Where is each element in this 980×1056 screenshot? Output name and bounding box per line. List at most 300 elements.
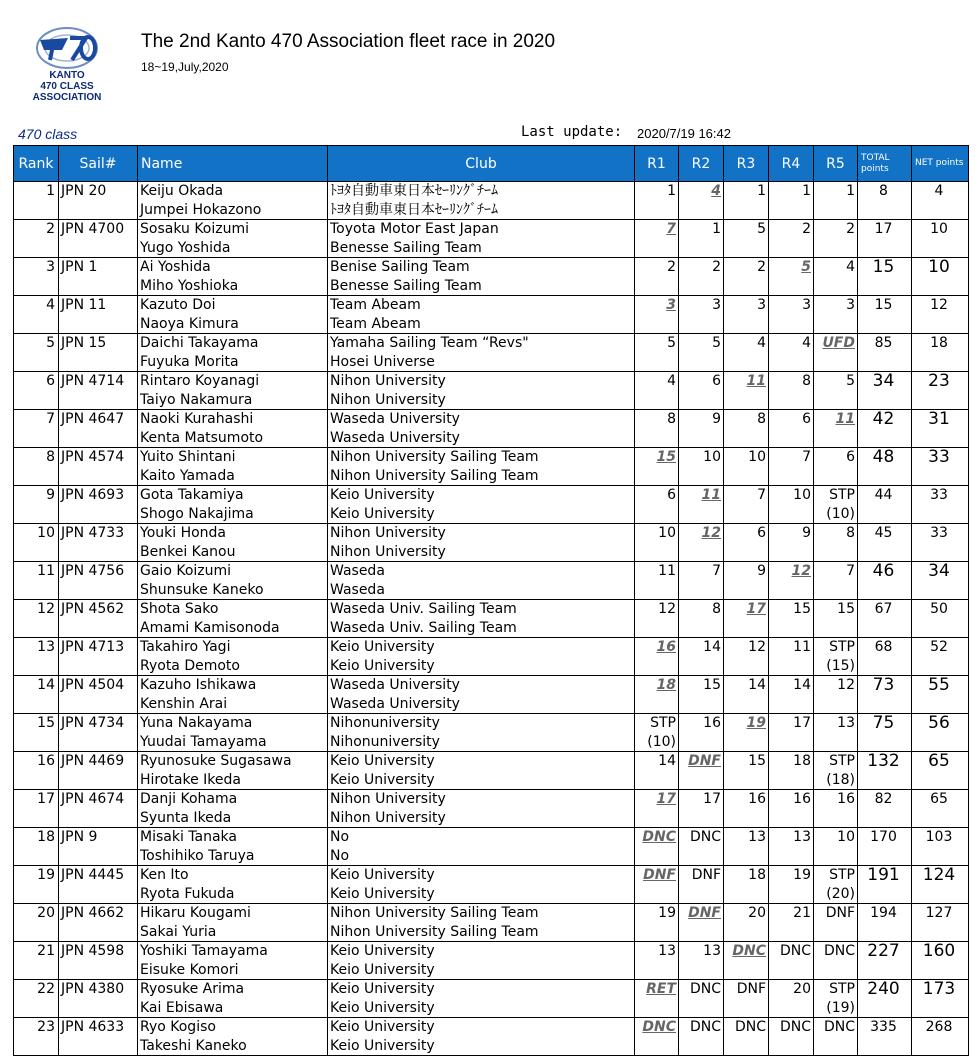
crew-name: Ryota Demoto	[140, 658, 240, 674]
race-cell-r2	[679, 980, 724, 1018]
crew-club: Waseda	[330, 582, 385, 598]
race-cell-r2	[679, 1018, 724, 1056]
race-score-points: (10)	[826, 506, 855, 522]
race-score: 8	[757, 411, 766, 427]
association-logo	[28, 26, 106, 102]
crew-club: Nihon University Sailing Team	[330, 468, 539, 484]
race-score: DNC	[689, 1019, 721, 1035]
race-score: 1	[802, 183, 811, 199]
skipper-name: Kazuho Ishikawa	[140, 677, 257, 693]
net-points: 127	[925, 905, 953, 921]
crew-name: Kenta Matsumoto	[140, 430, 264, 446]
name-cell	[138, 448, 328, 486]
club-cell	[328, 220, 635, 258]
race-cell-r4	[769, 1018, 814, 1056]
name-cell	[138, 904, 328, 942]
total-points: 68	[874, 639, 893, 655]
race-cell-r1	[635, 486, 679, 524]
race-score-points: (15)	[826, 658, 855, 674]
header-rank: Rank	[14, 146, 59, 182]
race-cell-r5	[814, 448, 858, 486]
race-score: DNC	[823, 1019, 855, 1035]
race-cell-r3	[724, 410, 769, 448]
skipper-name: Ryosuke Arima	[140, 981, 245, 997]
race-score: 20	[748, 905, 766, 921]
race-score: 11	[793, 639, 811, 655]
race-cell-r5	[814, 866, 858, 904]
race-score: 4	[846, 259, 855, 275]
table-row	[14, 638, 969, 676]
skipper-name: Yuito Shintani	[140, 449, 236, 465]
club-cell	[328, 524, 635, 562]
crew-name: Sakai Yuria	[140, 924, 217, 940]
total-cell	[858, 638, 912, 676]
total-cell	[858, 942, 912, 980]
rank-value: 19	[37, 867, 55, 883]
race-cell-r4	[769, 942, 814, 980]
net-cell	[912, 524, 969, 562]
race-cell-r1	[635, 980, 679, 1018]
race-score: 16	[748, 791, 766, 807]
race-score: 4	[757, 335, 766, 351]
race-cell-r3	[724, 1018, 769, 1056]
table-row	[14, 372, 969, 410]
race-cell-r1	[635, 524, 679, 562]
net-cell	[912, 714, 969, 752]
rank-cell	[14, 600, 59, 638]
skipper-club: Keio University	[330, 639, 435, 655]
results-table	[13, 145, 969, 1056]
rank-value: 12	[37, 601, 55, 617]
net-cell	[912, 904, 969, 942]
race-cell-r2	[679, 182, 724, 220]
race-cell-r5	[814, 1018, 858, 1056]
rank-value: 9	[46, 487, 55, 503]
race-score: 5	[846, 373, 855, 389]
club-cell	[328, 486, 635, 524]
club-cell	[328, 714, 635, 752]
crew-club: Benesse Sailing Team	[330, 240, 482, 256]
club-cell	[328, 296, 635, 334]
crew-name: Takeshi Kaneko	[140, 1038, 247, 1054]
total-cell	[858, 410, 912, 448]
race-cell-r3	[724, 714, 769, 752]
page-title: The 2nd Kanto 470 Association fleet race in 2020	[141, 31, 556, 52]
header-r1: R1	[635, 146, 679, 182]
header-row	[14, 146, 969, 182]
sail-cell	[59, 1018, 138, 1056]
race-score: 13	[748, 829, 766, 845]
rank-cell	[14, 296, 59, 334]
race-cell-r5	[814, 980, 858, 1018]
race-score: DNC	[642, 829, 676, 845]
sail-number: JPN 4700	[61, 221, 125, 237]
race-score: 9	[802, 525, 811, 541]
race-score: 1	[667, 183, 676, 199]
rank-value: 15	[37, 715, 55, 731]
race-score: 6	[667, 487, 676, 503]
race-score: 12	[658, 601, 676, 617]
sail-cell	[59, 980, 138, 1018]
club-cell	[328, 676, 635, 714]
race-cell-r1	[635, 676, 679, 714]
race-cell-r2	[679, 258, 724, 296]
race-cell-r1	[635, 904, 679, 942]
net-cell	[912, 1018, 969, 1056]
race-score: 11	[658, 563, 676, 579]
name-cell	[138, 1018, 328, 1056]
race-cell-r4	[769, 486, 814, 524]
race-cell-r5	[814, 676, 858, 714]
race-cell-r4	[769, 562, 814, 600]
total-cell	[858, 524, 912, 562]
race-score: 3	[846, 297, 855, 313]
skipper-club: Waseda	[330, 563, 385, 579]
table-row	[14, 828, 969, 866]
race-cell-r3	[724, 790, 769, 828]
net-points: 160	[922, 941, 956, 961]
total-cell	[858, 676, 912, 714]
total-points: 227	[867, 941, 900, 961]
race-cell-r4	[769, 600, 814, 638]
race-cell-r4	[769, 828, 814, 866]
race-score: 12	[748, 639, 766, 655]
race-cell-r2	[679, 676, 724, 714]
race-score: 6	[802, 411, 811, 427]
rank-value: 10	[37, 525, 55, 541]
net-cell	[912, 600, 969, 638]
total-cell	[858, 258, 912, 296]
name-cell	[138, 182, 328, 220]
race-score: 10	[837, 829, 855, 845]
race-score: 3	[712, 297, 721, 313]
total-points: 191	[867, 865, 900, 885]
club-cell	[328, 182, 635, 220]
net-cell	[912, 410, 969, 448]
sail-cell	[59, 752, 138, 790]
rank-cell	[14, 372, 59, 410]
name-cell	[138, 942, 328, 980]
club-cell	[328, 790, 635, 828]
total-cell	[858, 904, 912, 942]
logo-line-3: ASSOCIATION	[32, 92, 102, 103]
sail-cell	[59, 410, 138, 448]
sail-cell	[59, 828, 138, 866]
sail-number: JPN 4633	[61, 1019, 125, 1035]
sail-number: JPN 9	[61, 829, 98, 845]
net-cell	[912, 296, 969, 334]
sail-cell	[59, 638, 138, 676]
table-row	[14, 904, 969, 942]
race-cell-r4	[769, 258, 814, 296]
skipper-name: Yuna Nakayama	[140, 715, 253, 731]
club-cell	[328, 1018, 635, 1056]
net-points: 55	[928, 675, 950, 695]
race-score: DNF	[688, 905, 721, 921]
club-cell	[328, 980, 635, 1018]
race-cell-r4	[769, 524, 814, 562]
name-cell	[138, 220, 328, 258]
race-score: 2	[846, 221, 855, 237]
race-score: 7	[757, 487, 766, 503]
rank-value: 23	[37, 1019, 55, 1035]
race-cell-r5	[814, 182, 858, 220]
race-score: 5	[667, 335, 676, 351]
net-cell	[912, 638, 969, 676]
race-score: 2	[667, 259, 676, 275]
rank-cell	[14, 942, 59, 980]
race-cell-r1	[635, 296, 679, 334]
skipper-club: Nihon University	[330, 373, 446, 389]
race-score: DNF	[691, 867, 721, 883]
crew-club: No	[330, 848, 350, 864]
sail-number: JPN 4562	[61, 601, 125, 617]
sail-cell	[59, 714, 138, 752]
rank-value: 4	[46, 297, 55, 313]
race-cell-r5	[814, 410, 858, 448]
total-cell	[858, 220, 912, 258]
race-cell-r2	[679, 562, 724, 600]
rank-cell	[14, 448, 59, 486]
race-cell-r3	[724, 676, 769, 714]
club-cell	[328, 258, 635, 296]
race-score: 7	[712, 563, 721, 579]
club-cell	[328, 828, 635, 866]
race-cell-r5	[814, 904, 858, 942]
net-cell	[912, 676, 969, 714]
net-cell	[912, 790, 969, 828]
skipper-club: Nihon University Sailing Team	[330, 905, 539, 921]
name-cell	[138, 410, 328, 448]
rank-cell	[14, 714, 59, 752]
net-cell	[912, 866, 969, 904]
race-cell-r5	[814, 714, 858, 752]
total-points: 48	[872, 447, 895, 467]
club-cell	[328, 334, 635, 372]
name-cell	[138, 258, 328, 296]
race-cell-r3	[724, 182, 769, 220]
race-cell-r2	[679, 790, 724, 828]
rank-value: 11	[37, 563, 55, 579]
race-cell-r4	[769, 220, 814, 258]
race-cell-r4	[769, 866, 814, 904]
sail-cell	[59, 866, 138, 904]
crew-club: Keio University	[330, 772, 435, 788]
race-score: 15	[656, 449, 676, 465]
total-points: 132	[867, 751, 900, 771]
skipper-name: Youki Honda	[140, 525, 227, 541]
net-points: 56	[928, 713, 950, 733]
net-cell	[912, 258, 969, 296]
race-cell-r4	[769, 676, 814, 714]
sail-number: JPN 4714	[61, 373, 125, 389]
crew-name: Kenshin Arai	[140, 696, 228, 712]
net-cell	[912, 562, 969, 600]
header-club: Club	[328, 146, 635, 182]
club-cell	[328, 866, 635, 904]
race-score: 10	[793, 487, 811, 503]
sail-number: JPN 4380	[61, 981, 125, 997]
race-score: 19	[746, 715, 766, 731]
net-points: 12	[930, 297, 948, 313]
rank-cell	[14, 676, 59, 714]
sail-number: JPN 4734	[61, 715, 125, 731]
crew-club: Keio University	[330, 506, 435, 522]
crew-club: Nihon University	[330, 392, 446, 408]
sail-number: JPN 11	[61, 297, 107, 313]
skipper-club: Nihonuniversity	[330, 715, 440, 731]
name-cell	[138, 638, 328, 676]
skipper-name: Rintaro Koyanagi	[140, 373, 260, 389]
total-points: 82	[874, 791, 893, 807]
crew-club: Keio University	[330, 886, 435, 902]
race-cell-r1	[635, 828, 679, 866]
crew-club: Keio University	[330, 962, 435, 978]
race-score: DNF	[825, 905, 855, 921]
rank-cell	[14, 828, 59, 866]
total-cell	[858, 296, 912, 334]
sail-cell	[59, 942, 138, 980]
rank-value: 6	[46, 373, 55, 389]
sail-number: JPN 4674	[61, 791, 125, 807]
total-points: 34	[872, 371, 895, 391]
race-score: 18	[656, 677, 676, 693]
header-total: TOTAL points	[858, 146, 912, 182]
race-cell-r2	[679, 372, 724, 410]
net-cell	[912, 942, 969, 980]
rank-value: 8	[46, 449, 55, 465]
sail-number: JPN 15	[61, 335, 107, 351]
net-cell	[912, 980, 969, 1018]
name-cell	[138, 334, 328, 372]
net-points: 65	[930, 791, 948, 807]
race-cell-r1	[635, 866, 679, 904]
sail-cell	[59, 220, 138, 258]
skipper-name: Keiju Okada	[140, 183, 224, 199]
skipper-club: Yamaha Sailing Team “Revs"	[330, 335, 529, 351]
race-cell-r5	[814, 524, 858, 562]
club-cell	[328, 904, 635, 942]
total-points: 15	[874, 297, 893, 313]
race-score: 16	[837, 791, 855, 807]
total-cell	[858, 1018, 912, 1056]
race-cell-r2	[679, 524, 724, 562]
race-score: 8	[846, 525, 855, 541]
name-cell	[138, 486, 328, 524]
table-row	[14, 182, 969, 220]
crew-club: Keio University	[330, 658, 435, 674]
race-cell-r5	[814, 486, 858, 524]
net-points: 52	[930, 639, 948, 655]
race-score: 6	[712, 373, 721, 389]
net-points: 33	[928, 447, 950, 467]
skipper-club: Waseda Univ. Sailing Team	[330, 601, 517, 617]
race-score: 13	[793, 829, 811, 845]
header-name: Name	[138, 146, 328, 182]
name-cell	[138, 372, 328, 410]
race-cell-r5	[814, 790, 858, 828]
race-cell-r3	[724, 904, 769, 942]
race-score: 2	[802, 221, 811, 237]
race-score: 14	[658, 753, 676, 769]
race-cell-r2	[679, 942, 724, 980]
race-score: DNC	[689, 981, 721, 997]
table-row	[14, 258, 969, 296]
net-points: 268	[925, 1019, 953, 1035]
net-cell	[912, 220, 969, 258]
race-cell-r5	[814, 638, 858, 676]
results-body	[14, 182, 969, 1056]
race-score: 13	[703, 943, 721, 959]
race-score: 18	[748, 867, 766, 883]
rank-value: 13	[37, 639, 55, 655]
rank-cell	[14, 220, 59, 258]
sail-cell	[59, 524, 138, 562]
rank-value: 16	[37, 753, 55, 769]
club-cell	[328, 600, 635, 638]
skipper-name: Ryunosuke Sugasawa	[140, 753, 292, 769]
race-cell-r1	[635, 714, 679, 752]
race-score-code: STP	[650, 715, 676, 731]
skipper-name: Gaio Koizumi	[140, 563, 232, 579]
race-score: DNC	[734, 1019, 766, 1035]
race-score: 6	[757, 525, 766, 541]
table-row	[14, 714, 969, 752]
net-cell	[912, 334, 969, 372]
skipper-name: Ryo Kogiso	[140, 1019, 216, 1035]
race-cell-r1	[635, 1018, 679, 1056]
race-cell-r1	[635, 638, 679, 676]
race-cell-r5	[814, 562, 858, 600]
logo-line-1: KANTO	[49, 70, 85, 81]
event-dates: 18~19,July,2020	[141, 60, 229, 74]
crew-name: Amami Kamisonoda	[140, 620, 280, 636]
skipper-club: Nihon University	[330, 525, 446, 541]
sail-number: JPN 4598	[61, 943, 125, 959]
total-points: 17	[874, 221, 893, 237]
race-cell-r1	[635, 372, 679, 410]
race-score: 2	[712, 259, 721, 275]
race-cell-r1	[635, 942, 679, 980]
race-score: DNC	[689, 829, 721, 845]
crew-name: Miho Yoshioka	[140, 278, 239, 294]
net-points: 33	[930, 525, 948, 541]
skipper-name: Sosaku Koizumi	[140, 221, 250, 237]
race-score: 1	[712, 221, 721, 237]
total-points: 46	[872, 561, 895, 581]
rank-cell	[14, 524, 59, 562]
total-cell	[858, 486, 912, 524]
table-row	[14, 296, 969, 334]
crew-name: Hirotake Ikeda	[140, 772, 241, 788]
race-cell-r5	[814, 828, 858, 866]
race-cell-r1	[635, 258, 679, 296]
race-score: 10	[748, 449, 766, 465]
race-cell-r2	[679, 220, 724, 258]
skipper-name: Gota Takamiya	[140, 487, 244, 503]
race-score: 9	[712, 411, 721, 427]
rank-value: 20	[37, 905, 55, 921]
crew-name: Eisuke Komori	[140, 962, 239, 978]
race-score: 16	[656, 639, 676, 655]
race-cell-r2	[679, 752, 724, 790]
race-score: DNC	[779, 1019, 811, 1035]
race-cell-r1	[635, 410, 679, 448]
crew-name: Benkei Kanou	[140, 544, 236, 560]
name-cell	[138, 752, 328, 790]
total-points: 73	[872, 675, 895, 695]
race-cell-r2	[679, 410, 724, 448]
